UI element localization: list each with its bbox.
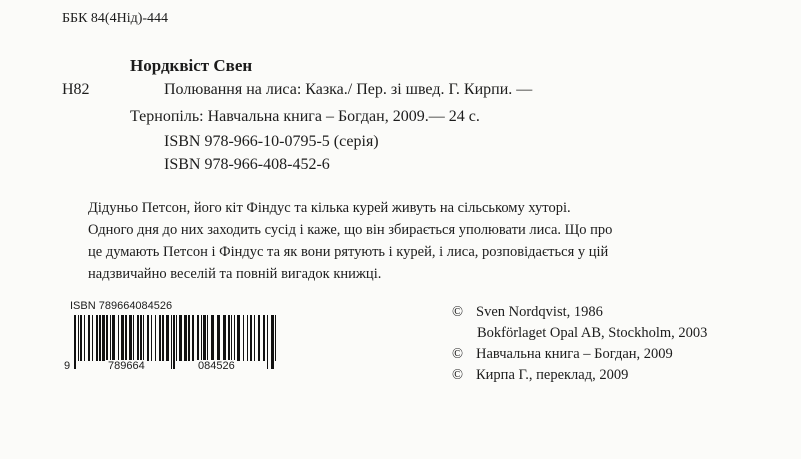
- isbn-book: ISBN 978-966-408-452-6: [164, 156, 330, 173]
- isbn-series: ISBN 978-966-10-0795-5 (серія): [164, 133, 379, 150]
- barcode-right-digits: 084526: [198, 360, 235, 372]
- barcode-bar: [110, 315, 111, 361]
- barcode-first-digit: 9: [64, 360, 71, 372]
- barcode-bar: [74, 315, 76, 369]
- publication-line: Тернопіль: Навчальна книга – Богдан, 2009.— 24 с.: [130, 108, 480, 125]
- barcode-bars: [62, 315, 294, 371]
- annotation-line: Дідуньо Петсон, його кіт Фіндус та кілька курей живуть на сільському хуторі.: [88, 200, 571, 216]
- barcode-bar: [140, 315, 142, 361]
- annotation-line: це думають Петсон і Фіндус та як вони рятують і курей, і лиса, розповідається у цій: [88, 244, 609, 260]
- barcode-bar: [263, 315, 265, 361]
- barcode-bar: [275, 315, 276, 361]
- barcode-bar: [78, 315, 79, 361]
- barcode-bar: [176, 315, 177, 361]
- barcode-bar: [184, 315, 187, 361]
- barcode-bar: [155, 315, 156, 361]
- barcode-bar: [228, 315, 230, 361]
- barcode-bar: [211, 315, 214, 361]
- barcode-bar: [80, 315, 82, 361]
- barcode-bar: [106, 315, 108, 361]
- annotation-line: надзвичайно веселій та повній вигадок книжці.: [88, 266, 382, 282]
- barcode-bar: [162, 315, 164, 361]
- barcode-bar: [129, 315, 132, 361]
- copyright-icon: ©: [452, 346, 464, 362]
- barcode-bar: [188, 315, 190, 361]
- barcode-bar: [159, 315, 161, 361]
- barcode-bar: [237, 315, 240, 361]
- barcode-bar: [207, 315, 208, 361]
- barcode-bar: [133, 315, 134, 361]
- barcode-bar: [258, 315, 260, 361]
- barcode-bar: [203, 315, 206, 361]
- barcode: [62, 300, 294, 375]
- barcode-bar: [173, 315, 175, 369]
- barcode-bar: [271, 315, 274, 369]
- title-line: Полювання на лиса: Казка./ Пер. зі швед. Г. Кирпи. —: [164, 81, 533, 98]
- copyright-icon: ©: [452, 304, 464, 320]
- copyright-line: Bokförlaget Opal AB, Stockholm, 2003: [477, 325, 708, 341]
- barcode-bar: [247, 315, 248, 361]
- barcode-bar: [151, 315, 152, 361]
- barcode-bar: [143, 315, 144, 361]
- barcode-bar: [231, 315, 232, 361]
- barcode-bar: [217, 315, 220, 361]
- barcode-bar: [112, 315, 115, 361]
- copyright-line: © Sven Nordqvist, 1986: [452, 304, 603, 320]
- barcode-bar: [84, 315, 85, 361]
- copyright-icon: ©: [452, 367, 464, 383]
- barcode-bar: [243, 315, 244, 361]
- barcode-bar: [92, 315, 93, 361]
- author-name: Нордквіст Свен: [130, 56, 253, 75]
- barcode-bar: [254, 315, 255, 361]
- barcode-isbn-label: ISBN 789664084526: [70, 300, 173, 312]
- barcode-left-digits: 789664: [108, 360, 145, 372]
- annotation: [88, 197, 768, 285]
- annotation-line: Одного дня до них заходить сусід і каже, що він збирається уполювати лиса. Що про: [88, 222, 613, 238]
- barcode-bar: [88, 315, 90, 361]
- barcode-bar: [192, 315, 194, 361]
- barcode-bar: [223, 315, 226, 361]
- barcode-bar: [99, 315, 101, 361]
- barcode-bar: [201, 315, 202, 361]
- barcode-bar: [234, 315, 235, 361]
- barcode-bar: [96, 315, 98, 361]
- barcode-bar: [171, 315, 172, 369]
- barcode-bar: [147, 315, 149, 361]
- copyright-line: © Навчальна книга – Богдан, 2009: [452, 346, 673, 362]
- barcode-bar: [121, 315, 124, 361]
- copyright-line: © Кирпа Г., переклад, 2009: [452, 367, 629, 383]
- barcode-bar: [267, 315, 268, 369]
- bbk-code: ББК 84(4Нід)-444: [62, 11, 169, 26]
- barcode-bar: [197, 315, 199, 361]
- barcode-bar: [102, 315, 105, 361]
- author-code: Н82: [62, 81, 90, 98]
- barcode-bar: [166, 315, 169, 361]
- barcode-bar: [125, 315, 127, 361]
- barcode-bar: [179, 315, 182, 361]
- barcode-bar: [118, 315, 119, 361]
- barcode-bar: [250, 315, 252, 361]
- barcode-bar: [137, 315, 139, 361]
